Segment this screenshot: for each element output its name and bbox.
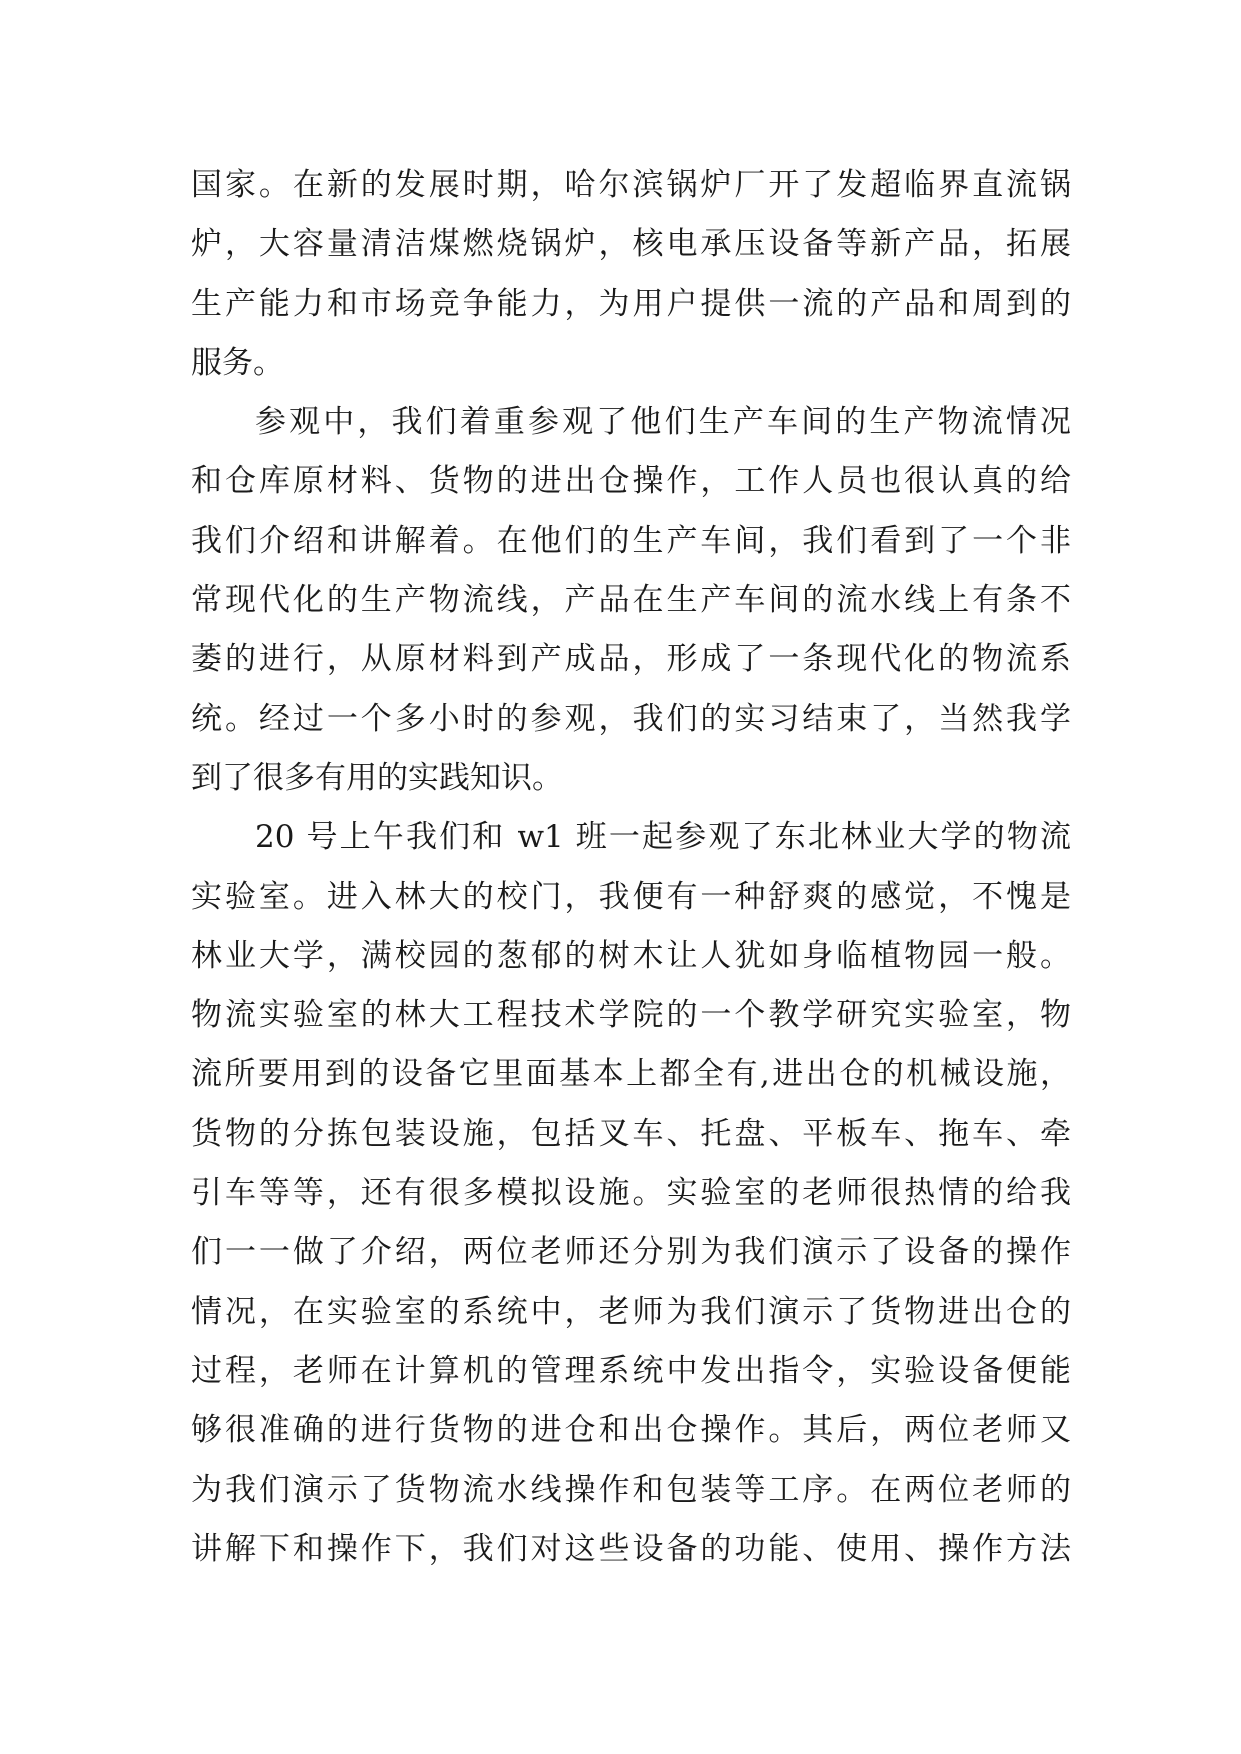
- text-line: 货物的分拣包装设施，包括叉车、托盘、平板车、拖车、牵: [191, 1115, 1071, 1152]
- text-line: 我们介绍和讲解着。在他们的生产车间，我们看到了一个非: [191, 522, 1071, 559]
- text-line: 服务。: [191, 344, 284, 381]
- text-line: 统。经过一个多小时的参观，我们的实习结束了，当然我学: [191, 700, 1071, 737]
- text-line: 情况，在实验室的系统中，老师为我们演示了货物进出仓的: [191, 1293, 1071, 1330]
- text-line: 实验室。进入林大的校门，我便有一种舒爽的感觉，不愧是: [191, 878, 1071, 915]
- text-line: 国家。在新的发展时期，哈尔滨锅炉厂开了发超临界直流锅: [191, 167, 1071, 203]
- text-line: 萎的进行，从原材料到产成品，形成了一条现代化的物流系: [191, 641, 1071, 678]
- text-line: 引车等等，还有很多模拟设施。实验室的老师很热情的给我: [191, 1175, 1071, 1212]
- paragraph-first-line: 参观中，我们着重参观了他们生产车间的生产物流情况: [255, 404, 1071, 441]
- text-line: 为我们演示了货物流水线操作和包装等工序。在两位老师的: [191, 1471, 1071, 1508]
- text-line: 物流实验室的林大工程技术学院的一个教学研究实验室，物: [191, 997, 1071, 1034]
- text-line: 生产能力和市场竞争能力，为用户提供一流的产品和周到的: [191, 285, 1071, 322]
- body-text: [191, 156, 1071, 1579]
- text-line: 炉，大容量清洁煤燃烧锅炉，核电承压设备等新产品，拓展: [191, 226, 1071, 263]
- text-line: 流所要用到的设备它里面基本上都全有,进出仓的机械设施，: [191, 1056, 1071, 1093]
- text-line: 常现代化的生产物流线，产品在生产车间的流水线上有条不: [191, 582, 1071, 619]
- text-line: 林业大学，满校园的葱郁的树木让人犹如身临植物园一般。: [191, 937, 1071, 974]
- text-line: 们一一做了介绍，两位老师还分别为我们演示了设备的操作: [191, 1234, 1071, 1271]
- text-line: 和仓库原材料、货物的进出仓操作，工作人员也很认真的给: [191, 463, 1071, 500]
- text-line: 过程，老师在计算机的管理系统中发出指令，实验设备便能: [191, 1352, 1071, 1389]
- text-line: 到了很多有用的实践知识。: [191, 759, 563, 796]
- paragraph-first-line: 20 号上午我们和 w1 班一起参观了东北林业大学的物流: [255, 819, 1071, 856]
- text-line: 够很准确的进行货物的进仓和出仓操作。其后，两位老师又: [191, 1412, 1071, 1449]
- text-line: 讲解下和操作下，我们对这些设备的功能、使用、操作方法: [191, 1530, 1071, 1567]
